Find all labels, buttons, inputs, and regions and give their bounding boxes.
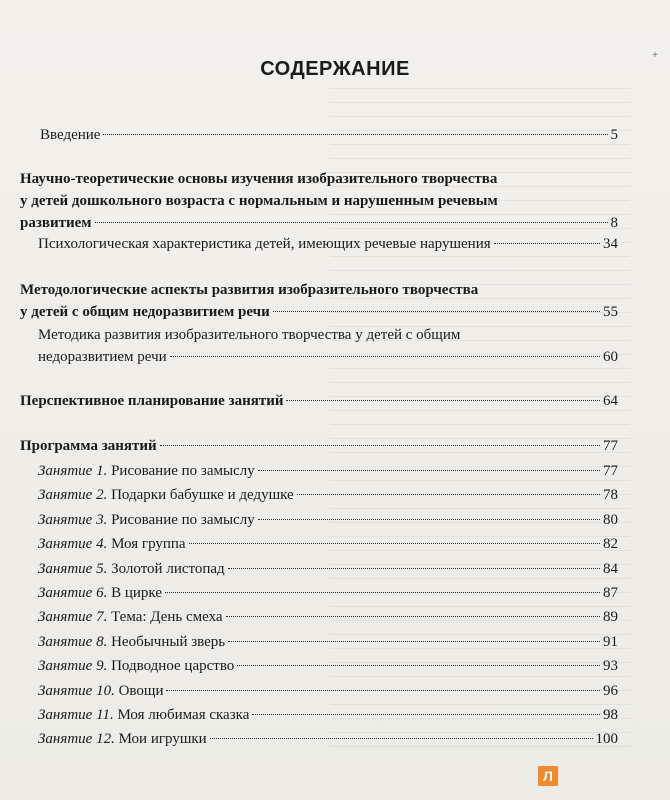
leader-dots: [258, 519, 600, 520]
toc-lesson-entry: [0, 558, 670, 580]
toc-page-number: 55: [603, 304, 618, 320]
toc-entry-subsection-1: [0, 233, 670, 255]
toc-page-number: 80: [603, 511, 618, 528]
toc-page-number: 64: [603, 393, 618, 409]
leader-dots: [170, 356, 600, 357]
lesson-prefix: Занятие 6.: [38, 585, 108, 601]
toc-lesson-entry: [0, 631, 670, 653]
toc-entry-text: Введение: [40, 127, 101, 143]
toc-page-number: 5: [610, 127, 618, 143]
toc-page-number: 91: [603, 633, 618, 650]
leader-dots: [297, 494, 600, 495]
toc-entry-line: Научно-теоретические основы изучения изобразительного творчества: [20, 171, 498, 187]
lesson-title: Подарки бабушке и дедушке: [111, 487, 294, 504]
leader-dots: [210, 738, 593, 739]
lesson-title: Золотой листопад: [111, 560, 225, 577]
leader-dots: [189, 543, 600, 544]
lesson-prefix: Занятие 3.: [38, 511, 108, 528]
lesson-title: Овощи: [118, 682, 164, 699]
page-title: СОДЕРЖАНИЕ: [260, 58, 410, 80]
lesson-prefix: Занятие 5.: [38, 560, 108, 577]
lesson-title: Моя группа: [111, 536, 186, 553]
toc-entry-line: у детей с общим недоразвитием речи: [20, 304, 270, 320]
toc-page-number: 77: [603, 438, 618, 454]
leader-dots: [258, 470, 600, 471]
leader-dots: [226, 616, 600, 617]
lesson-prefix: Занятие 2.: [38, 487, 108, 504]
toc-page-number: 98: [603, 707, 618, 723]
toc-lesson-entry: [0, 606, 670, 628]
lesson-prefix: Занятие 4.: [38, 536, 108, 553]
toc-lesson-entry: [0, 533, 670, 555]
toc-entry-section-2: [0, 279, 670, 323]
toc-page-number: 87: [603, 585, 618, 601]
leader-dots: [273, 311, 600, 312]
lesson-prefix: Занятие 1.: [38, 463, 108, 479]
lesson-title: В цирке: [111, 585, 162, 601]
leader-dots: [286, 400, 600, 401]
toc-page-number: 8: [610, 215, 618, 231]
toc-page-number: 60: [603, 349, 618, 365]
toc-page-number: 96: [603, 682, 618, 699]
toc-entry-text: Психологическая характеристика детей, имеющих речевые нарушения: [38, 236, 491, 252]
toc-entry-section-3: [0, 390, 670, 412]
toc-lesson-entry: [0, 655, 670, 677]
toc-lesson-entry: [0, 680, 670, 702]
toc-entry-section-1: [0, 168, 670, 234]
lesson-prefix: Занятие 10.: [38, 682, 115, 699]
leader-dots: [494, 243, 600, 244]
lesson-title: Моя любимая сказка: [117, 707, 250, 723]
toc-page-number: 78: [603, 487, 618, 504]
toc-entry-line: Методика развития изобразительного творчества у детей с общим: [38, 327, 461, 343]
lesson-prefix: Занятие 9.: [38, 658, 108, 675]
toc-lesson-entry: [0, 728, 670, 750]
leader-dots: [228, 641, 600, 642]
lesson-title: Тема: День смеха: [111, 609, 223, 626]
toc-lesson-entry: [0, 509, 670, 531]
leader-dots: [95, 222, 608, 223]
toc-lesson-entry: [0, 704, 670, 726]
toc-entry-line: Методологические аспекты развития изобразительного творчества: [20, 282, 479, 298]
toc-entry-text: Перспективное планирование занятий: [20, 393, 284, 409]
lesson-title: Необычный зверь: [111, 633, 226, 650]
toc-entry-section-4: [0, 435, 670, 457]
toc-entry-intro: [0, 124, 670, 146]
toc-entry-line: недоразвитием речи: [38, 349, 167, 365]
leader-dots: [252, 714, 600, 715]
toc-entry-line: развитием: [20, 215, 92, 231]
lesson-prefix: Занятие 8.: [38, 633, 108, 650]
toc-entry-line: у детей дошкольного возраста с нормальным и нарушенным речевым: [20, 193, 498, 209]
leader-dots: [103, 134, 607, 135]
leader-dots: [237, 665, 600, 666]
leader-dots: [160, 445, 600, 446]
toc-page-number: 89: [603, 609, 618, 626]
lesson-title: Рисование по замыслу: [111, 511, 255, 528]
lesson-prefix: Занятие 11.: [38, 707, 114, 723]
toc-page-number: 82: [603, 536, 618, 553]
lesson-prefix: Занятие 12.: [38, 731, 115, 748]
lesson-title: Рисование по замыслу: [111, 463, 255, 479]
leader-dots: [228, 568, 600, 569]
lesson-title: Подводное царство: [111, 658, 235, 675]
toc-lesson-entry: [0, 484, 670, 506]
leader-dots: [165, 592, 600, 593]
lesson-prefix: Занятие 7.: [38, 609, 108, 626]
toc-page-number: 100: [595, 731, 618, 748]
toc-lesson-entry: [0, 582, 670, 604]
toc-page-number: 84: [603, 560, 618, 577]
toc-entry-subsection-2: [0, 324, 670, 368]
leader-dots: [166, 690, 600, 691]
toc-entry-text: Программа занятий: [20, 438, 157, 454]
logo-letter: Л: [543, 768, 553, 784]
toc-lesson-entry: [0, 460, 670, 482]
lesson-title: Мои игрушки: [118, 731, 207, 748]
toc-page-number: 93: [603, 658, 618, 675]
corner-mark: +: [652, 50, 658, 61]
toc-page-number: 77: [603, 463, 618, 479]
toc-page-number: 34: [603, 236, 618, 252]
publisher-logo: [538, 766, 558, 786]
